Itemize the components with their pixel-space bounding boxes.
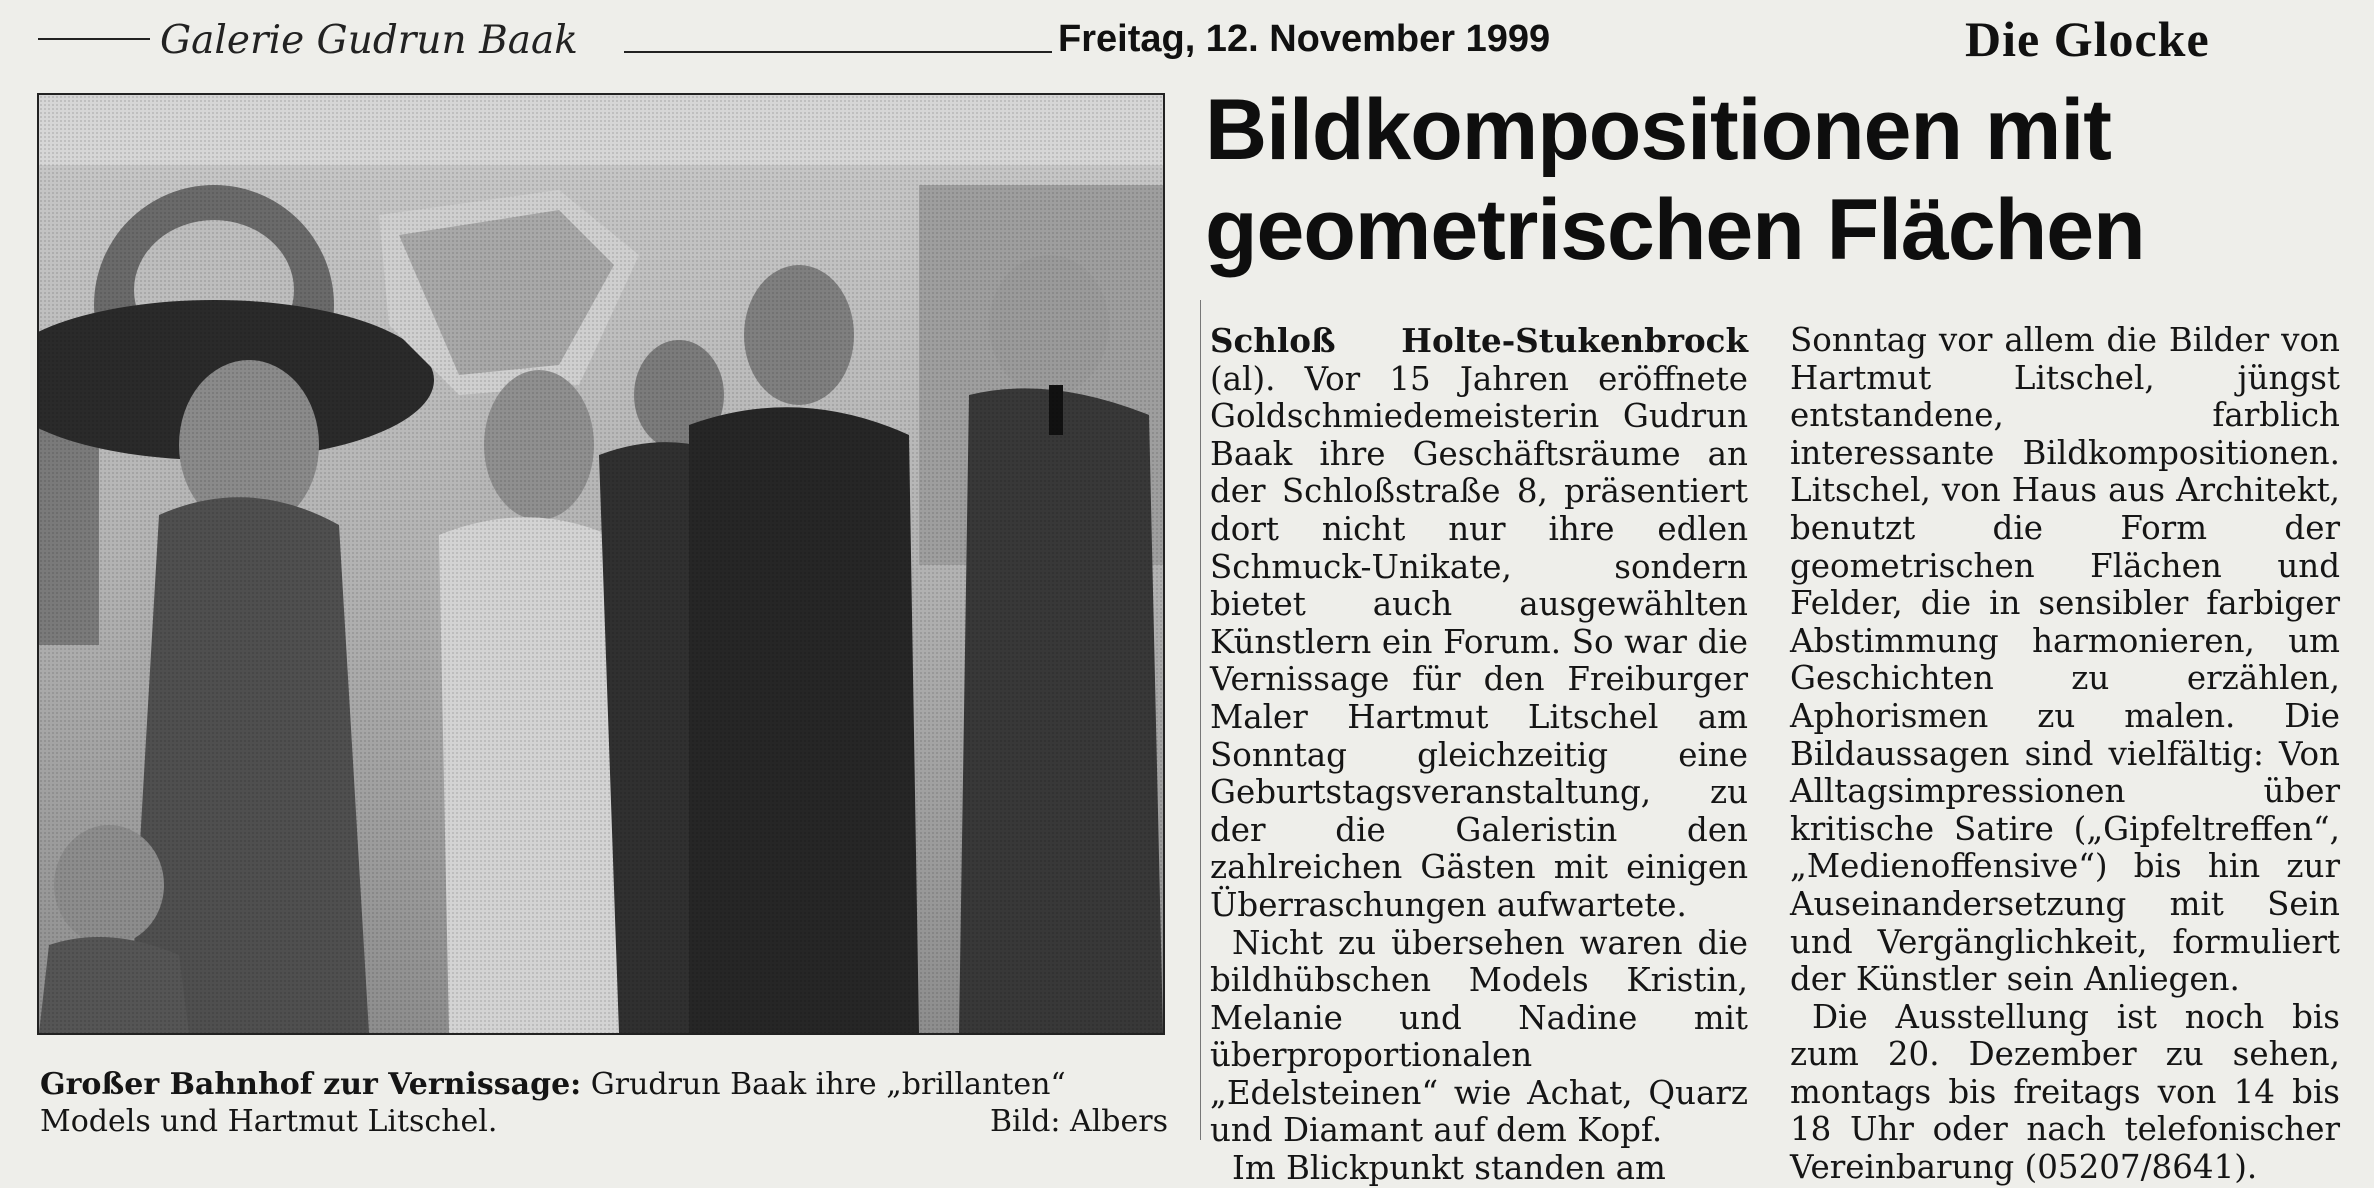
headline-line-2: geometrischen Flächen — [1205, 182, 2145, 278]
newspaper-masthead: Die Glocke — [1965, 11, 2210, 67]
article-paragraph-1 — [1210, 322, 1748, 925]
article-headline — [1205, 80, 2365, 280]
caption-text-1: Grudrun Baak ihre „brillanten“ — [581, 1067, 1066, 1102]
photo-models-with-gemstone-hats-icon — [39, 95, 1163, 1033]
paragraph-1-text: (al). Vor 15 Jahren eröffnete Goldschmiedemeisterin Gudrun Baak ihre Geschäftsräume an der Schloßstraße 8, präsentiert dort nicht nur ihre edlen Schmuck-Unikate, sondern bietet auch ausgewählten Künstlern ein Forum. So war die Vernissage für den Freiburger Maler Hartmut Litschel am Sonntag gleichzeitig eine Geburtstagsveranstaltung, zu der die Galeristin den zahlreichen Gästen mit einigen Überraschungen aufwartete. — [1210, 359, 1748, 924]
photo-credit: Bild: Albers — [989, 1104, 1168, 1139]
header-rule-left — [38, 38, 150, 40]
caption-text-2: Models und Hartmut Litschel. — [40, 1104, 498, 1139]
issue-date: Freitag, 12. November 1999 — [1058, 18, 1551, 60]
article-paragraph-4: Die Ausstellung ist noch bis zum 20. Dezember zu sehen, montags bis freitags von 14 bis 18 Uhr oder nach telefonischer Vereinbarung (05207/8641). — [1790, 997, 2340, 1187]
article-column-1 — [1210, 322, 1748, 1188]
caption-row-2 — [40, 1103, 1168, 1140]
article-paragraph-3-cont: Sonntag vor allem die Bilder von Hartmut Litschel, jüngst entstandene, farblich interessante Bildkompositionen. Litschel, von Haus aus Architekt, benutzt die Form der geometrischen Flächen und Felder, die in sensibler farbiger Abstimmung harmonieren, um Geschichten zu erzählen, Aphorismen zu malen. Die Bildaussagen sind vielfältig: Von Alltagsimpressionen über kritische Satire („Gipfeltreffen“, „Medienoffensive“) bis hin zur Auseinandersetzung mit Sein und Vergänglichkeit, formuliert der Künstler sein Anliegen. — [1790, 321, 2340, 999]
headline-line-1: Bildkompositionen mit — [1205, 82, 2111, 178]
dateline: Schloß Holte-Stukenbrock — [1210, 321, 1748, 360]
header-rule-middle — [624, 51, 1052, 53]
article-photo — [37, 93, 1165, 1035]
photo-caption — [40, 1066, 1168, 1140]
column-rule — [1200, 300, 1201, 1140]
article-column-2 — [1790, 322, 2340, 1187]
caption-lead: Großer Bahnhof zur Vernissage: — [40, 1067, 582, 1102]
article-paragraph-3-start: Im Blickpunkt standen am — [1232, 1149, 1666, 1188]
article-paragraph-2: Nicht zu übersehen waren die bildhübschen Models Kristin, Melanie und Nadine mit überproportionalen „Edelsteinen“ wie Achat, Quarz und Diamant auf dem Kopf. — [1210, 923, 1748, 1150]
kicker-galerie: Galerie Gudrun Baak — [160, 18, 578, 63]
caption-row-1 — [40, 1066, 1168, 1103]
